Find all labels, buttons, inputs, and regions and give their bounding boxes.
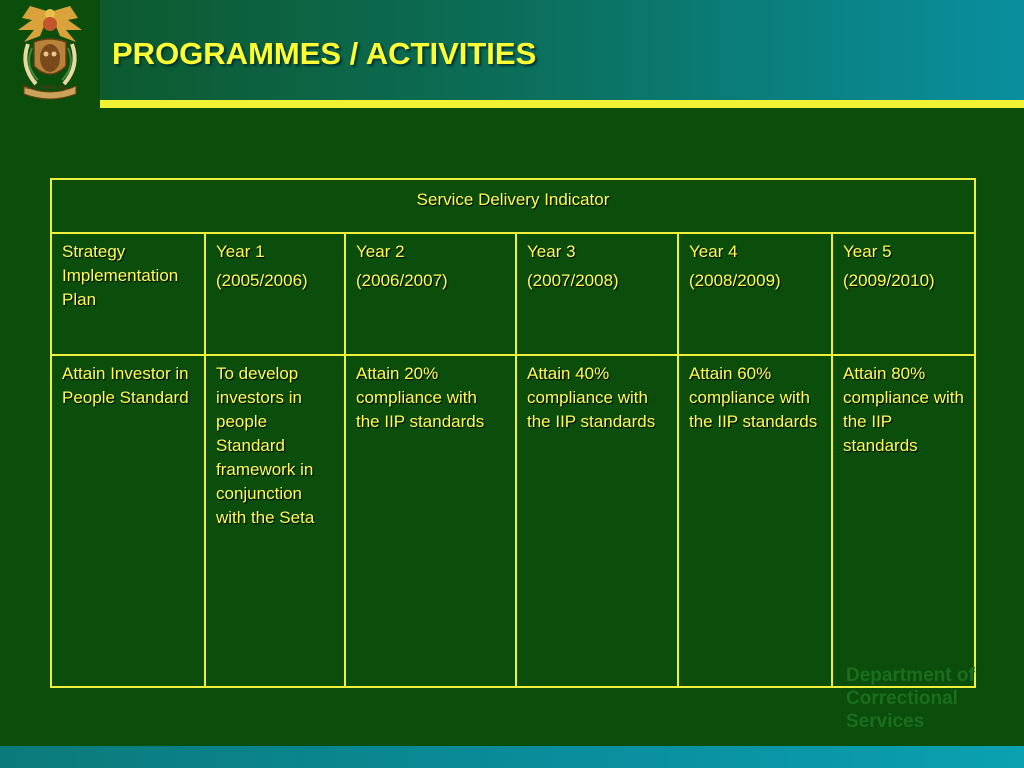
header-cell-year-5 — [832, 233, 975, 355]
table-header-row — [51, 233, 975, 355]
logo-area — [0, 0, 100, 108]
row-cell-year-2: Attain 20% compliance with the IIP standards — [345, 355, 516, 687]
table-caption-row — [51, 179, 975, 233]
department-watermark — [846, 664, 975, 733]
year-label: Year 2 — [356, 242, 405, 261]
row-cell-year-3: Attain 40% compliance with the IIP standards — [516, 355, 678, 687]
footer-band — [0, 746, 1024, 768]
header-cell-year-3 — [516, 233, 678, 355]
year-label: Year 3 — [527, 242, 576, 261]
logo-motto: !KE E: /XARRA //KE — [22, 85, 67, 91]
row-cell-objective: Attain Investor in People Standard — [51, 355, 205, 687]
header-cell-plan: Strategy Implementation Plan — [51, 233, 205, 355]
header-cell-year-4 — [678, 233, 832, 355]
year-period: (2006/2007) — [356, 271, 448, 290]
service-delivery-table — [50, 178, 976, 688]
year-period: (2005/2006) — [216, 271, 308, 290]
year-period: (2008/2009) — [689, 271, 781, 290]
table-caption: Service Delivery Indicator — [51, 179, 975, 233]
year-period: (2007/2008) — [527, 271, 619, 290]
year-label: Year 4 — [689, 242, 738, 261]
table-row — [51, 355, 975, 687]
watermark-line: Correctional — [846, 688, 958, 709]
header-cell-year-2 — [345, 233, 516, 355]
watermark-line: Department of — [846, 665, 975, 686]
year-period: (2009/2010) — [843, 271, 935, 290]
gold-divider — [100, 100, 1024, 108]
row-cell-year-5: Attain 80% compliance with the IIP standards — [832, 355, 975, 687]
year-label: Year 5 — [843, 242, 892, 261]
year-label: Year 1 — [216, 242, 265, 261]
row-cell-year-4: Attain 60% compliance with the IIP standards — [678, 355, 832, 687]
watermark-line: Services — [846, 711, 925, 732]
row-cell-year-1: To develop investors in people Standard framework in conjunction with the Seta — [205, 355, 345, 687]
header-cell-year-1 — [205, 233, 345, 355]
page-title: PROGRAMMES / ACTIVITIES — [112, 36, 537, 71]
